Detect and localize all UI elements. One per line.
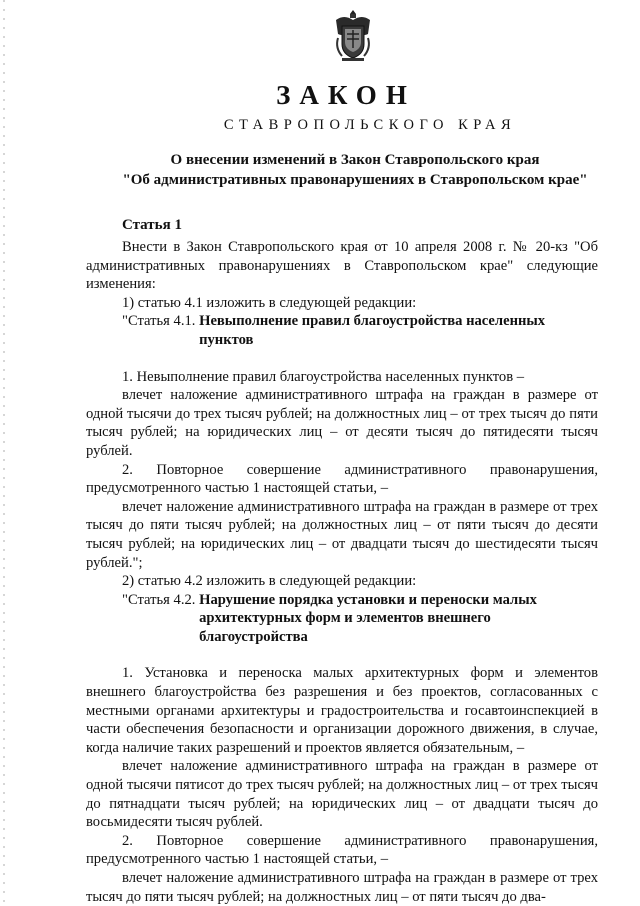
list-item-1: 1) статью 4.1 изложить в следующей редакции: [122,294,417,311]
scan-edge-marks [3,0,5,905]
article-4-1-title [86,312,598,349]
coat-of-arms-icon [330,8,376,64]
article-4-2-part1: 1. Установка и переноска малых архитектурных форм и элементов внешнего благоустройства без разрешения и без проектов, согласованных с местными органами архитектуры и градостроительства и госавтоинспекцией в части обеспечения безопасности и организации дорожного движения, в случае, когда наличие таких разрешений и проектов является обязательным, – [86,665,598,756]
article-4-1-part2: 2. Повторное совершение административного правонарушения, предусмотренного частью 1 настоящей статьи, – [86,461,598,497]
article-4-2-label: "Статья 4.2. [122,591,200,608]
article-4-1-name: Невыполнение правил благоустройства населенных пунктов [199,313,546,348]
article-1-body [86,238,598,906]
law-heading-line1: О внесении изменений в Закон Ставропольского края [170,152,540,168]
article-4-1-part2-penalty: влечет наложение административного штрафа на граждан в размере от трех тысяч до пяти тысяч рублей; на должностных лиц – от пяти тысяч до десяти тысяч рублей; на юридических лиц – от двадцати тысяч до шестидесяти тысяч рублей."; [86,498,598,571]
article-1-label: Статья 1 [122,217,182,233]
law-heading-line2: "Об административных правонарушениях в Ставропольском крае" [122,172,588,188]
article-4-2-part2-penalty: влечет наложение административного штрафа на граждан в размере от трех тысяч до пяти тысяч рублей; на должностных лиц – от пяти тысяч до два- [86,870,598,905]
article-4-2-part2: 2. Повторное совершение административного правонарушения, предусмотренного частью 1 настоящей статьи, – [86,832,598,868]
article-4-1-label: "Статья 4.1. [122,313,200,330]
document-title: ЗАКОН [276,80,416,110]
article-1-intro: Внести в Закон Ставропольского края от 10 апреля 2008 г. № 20-кз "Об административных правонарушениях в Ставропольском крае" следующие изменения: [86,239,598,293]
article-4-1-part1: 1. Невыполнение правил благоустройства населенных пунктов – [122,368,525,385]
document-subtitle: СТАВРОПОЛЬСКОГО КРАЯ [223,117,517,133]
article-4-1-part1-penalty: влечет наложение административного штрафа на граждан в размере от одной тысячи до трех тысяч рублей; на должностных лиц – от трех тысяч до пяти тысяч рублей; на юридических лиц – от десяти тысяч до пятидесяти тысяч рублей. [86,387,598,459]
law-heading [110,150,600,190]
article-4-2-title [86,591,598,647]
article-4-2-name: Нарушение порядка установки и переноски малых архитектурных форм и элементов внешнего благоустройства [199,591,537,645]
list-item-2: 2) статью 4.2 изложить в следующей редакции: [122,573,417,590]
article-4-2-part1-penalty: влечет наложение административного штрафа на граждан в размере от одной тысячи пятисот до трех тысяч рублей; на должностных лиц – от трех тысяч до пятнадцати тысяч рублей; на юридических лиц – от двадцати тысяч до восьмидесяти тысяч рублей. [86,758,598,831]
